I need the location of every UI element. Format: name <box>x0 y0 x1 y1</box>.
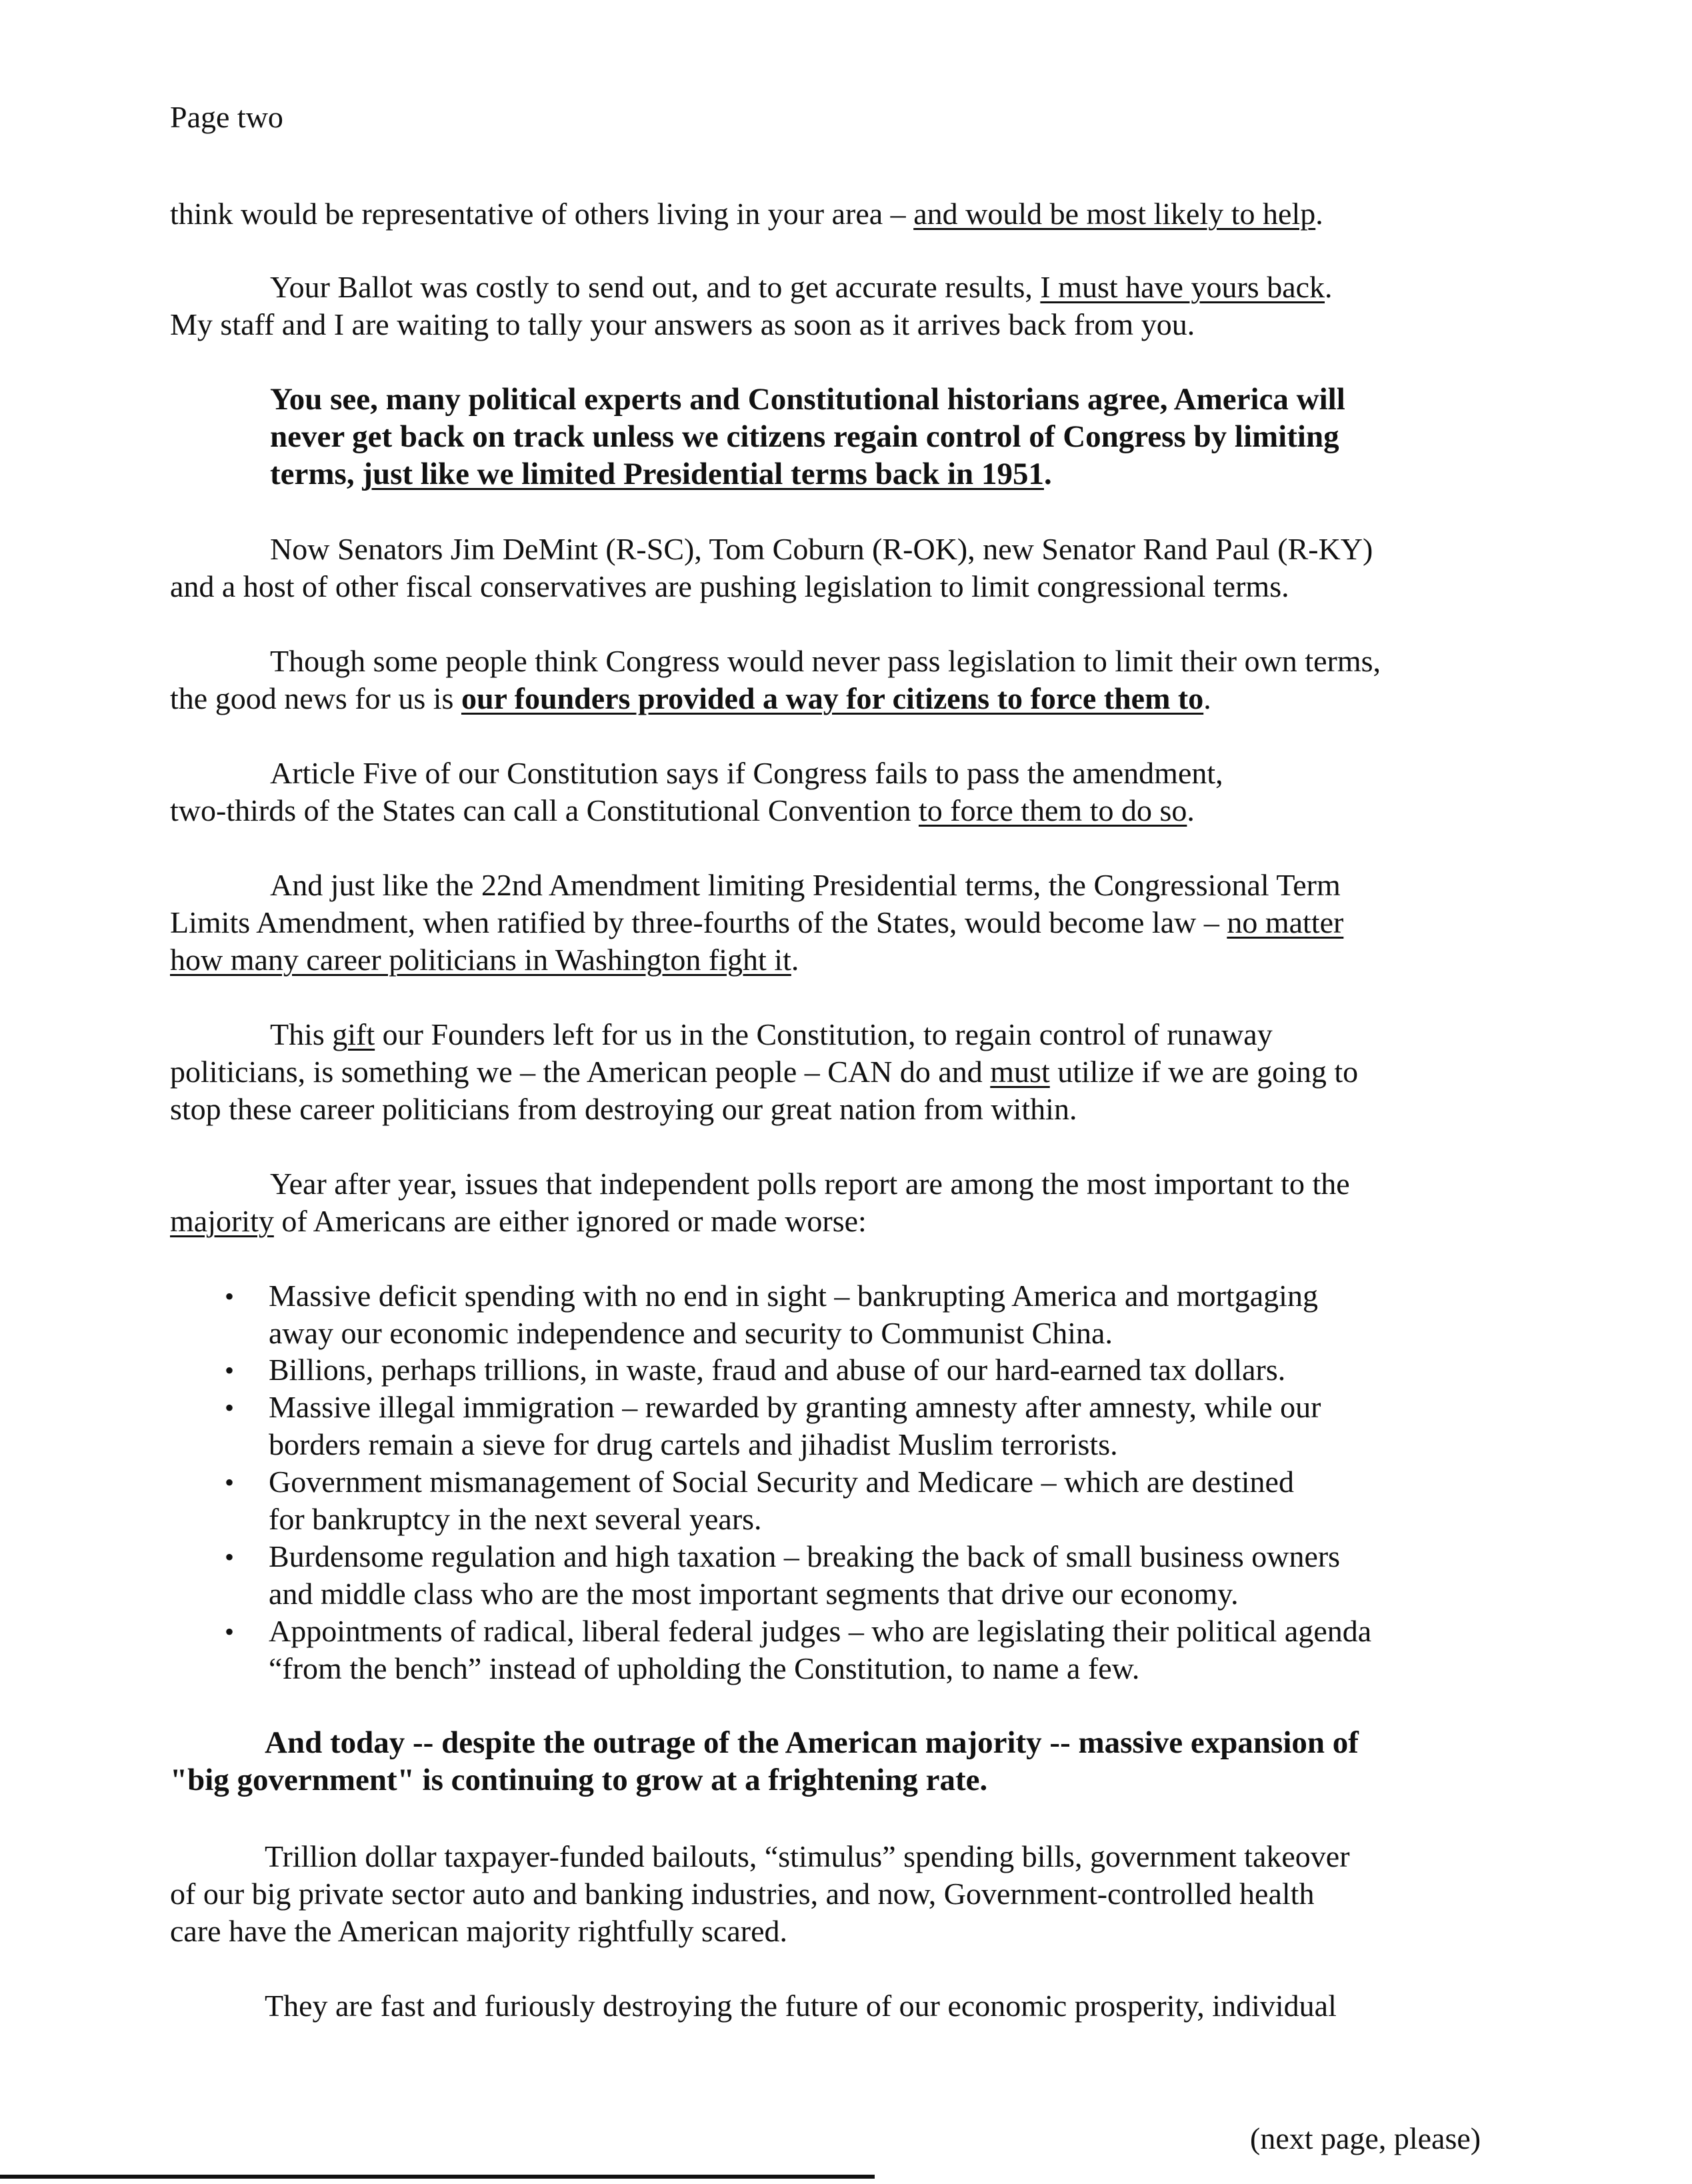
text-run: This <box>270 1017 333 1051</box>
bullet-glyph: • <box>225 1355 235 1385</box>
paragraph-line <box>170 792 1195 829</box>
paragraph-line: and a host of other fiscal conservatives are pushing legislation to limit congressional terms. <box>170 569 1289 603</box>
text-run: our Founders left for us in the Constitution, to regain control of runaway <box>375 1017 1273 1051</box>
underlined-text: gift <box>332 1017 375 1051</box>
paragraph-line <box>270 1016 1273 1053</box>
text-run: Your Ballot was costly to send out, and to get accurate results, <box>270 270 1041 304</box>
bullet-item-line: Massive illegal immigration – rewarded by granting amnesty after amnesty, while our <box>269 1390 1321 1424</box>
underlined-text: I must have yours back <box>1040 270 1325 304</box>
text-run: two-thirds of the States can call a Constitutional Convention <box>170 793 919 827</box>
bold-paragraph-line <box>270 455 1052 493</box>
text-run: of Americans are either ignored or made worse: <box>273 1204 867 1238</box>
paragraph-line: of our big private sector auto and banking industries, and now, Government-controlled health <box>170 1877 1315 1911</box>
bullet-item-line: and middle class who are the most important segments that drive our economy. <box>269 1577 1239 1611</box>
paragraph-line <box>170 195 1323 233</box>
paragraph-line: Now Senators Jim DeMint (R-SC), Tom Coburn (R-OK), new Senator Rand Paul (R-KY) <box>270 532 1373 566</box>
text-run: Limits Amendment, when ratified by three-fourths of the States, would become law – <box>170 905 1227 939</box>
text-run: the good news for us is <box>170 681 461 715</box>
bullet-item-line: “from the bench” instead of upholding the Constitution, to name a few. <box>269 1651 1140 1685</box>
bullet-glyph: • <box>225 1542 235 1572</box>
bullet-item-line: Massive deficit spending with no end in sight – bankrupting America and mortgaging <box>269 1279 1318 1313</box>
bullet-glyph: • <box>225 1617 235 1647</box>
page-header: Page two <box>170 100 283 134</box>
bullet-item-line: borders remain a sieve for drug cartels and jihadist Muslim terrorists. <box>269 1427 1118 1461</box>
bullet-item-line: for bankruptcy in the next several years. <box>269 1502 762 1536</box>
paragraph-line: stop these career politicians from destroying our great nation from within. <box>170 1092 1077 1126</box>
underlined-text: must <box>990 1055 1050 1089</box>
text-run: . <box>1187 793 1195 827</box>
paragraph-line <box>170 680 1211 717</box>
paragraph-line: And just like the 22nd Amendment limiting Presidential terms, the Congressional Term <box>270 868 1341 902</box>
paragraph-line: Year after year, issues that independent polls report are among the most important to the <box>270 1167 1350 1201</box>
text-run: . <box>1325 270 1333 304</box>
bullet-glyph: • <box>225 1281 235 1311</box>
text-run: . <box>1043 457 1052 491</box>
text-run: . <box>1315 197 1323 231</box>
bullet-item-line: Burdensome regulation and high taxation – breaking the back of small business owners <box>269 1539 1341 1573</box>
bullet-glyph: • <box>225 1393 235 1423</box>
bold-paragraph-line: And today -- despite the outrage of the American majority -- massive expansion of <box>265 1725 1359 1760</box>
paragraph-line <box>170 904 1343 941</box>
bold-paragraph-line: never get back on track unless we citizens regain control of Congress by limiting <box>270 419 1339 454</box>
text-run: . <box>1203 681 1211 715</box>
underlined-text: to force them to do so <box>918 793 1187 827</box>
bottom-rule <box>0 2175 875 2179</box>
underlined-text: and would be most likely to help <box>913 197 1316 231</box>
paragraph-line: My staff and I are waiting to tally your answers as soon as it arrives back from you. <box>170 307 1195 341</box>
bullet-item-line: away our economic independence and security to Communist China. <box>269 1316 1113 1350</box>
underlined-text: how many career politicians in Washington fight it <box>170 943 791 977</box>
text-run: think would be representative of others living in your area – <box>170 197 914 231</box>
paragraph-line: Article Five of our Constitution says if Congress fails to pass the amendment, <box>270 756 1223 790</box>
bullet-item-line: Government mismanagement of Social Security and Medicare – which are destined <box>269 1465 1294 1499</box>
paragraph-line: care have the American majority rightfully scared. <box>170 1914 787 1948</box>
bold-paragraph-line: "big government" is continuing to grow at a frightening rate. <box>170 1763 988 1797</box>
text-run: terms, <box>270 457 363 491</box>
underlined-text: just like we limited Presidential terms back in 1951 <box>362 457 1044 491</box>
paragraph-line: Trillion dollar taxpayer-funded bailouts, “stimulus” spending bills, government takeover <box>265 1839 1350 1873</box>
bullet-glyph: • <box>225 1467 235 1497</box>
text-run: politicians, is something we – the American people – CAN do and <box>170 1055 991 1089</box>
bold-paragraph-line: You see, many political experts and Constitutional historians agree, America will <box>270 382 1345 417</box>
paragraph-line: Though some people think Congress would never pass legislation to limit their own terms, <box>270 644 1381 678</box>
underlined-text: majority <box>170 1204 274 1238</box>
text-run: utilize if we are going to <box>1049 1055 1359 1089</box>
paragraph-line: They are fast and furiously destroying the future of our economic prosperity, individual <box>265 1989 1337 2023</box>
paragraph-line <box>170 1053 1358 1091</box>
paragraph-line <box>170 941 799 979</box>
bullet-item-line: Appointments of radical, liberal federal judges – who are legislating their political agenda <box>269 1614 1372 1648</box>
bullet-item-line: Billions, perhaps trillions, in waste, fraud and abuse of our hard-earned tax dollars. <box>269 1353 1286 1387</box>
paragraph-line <box>170 1203 867 1240</box>
text-run: . <box>791 943 799 977</box>
underlined-text: no matter <box>1227 905 1344 939</box>
bold-underlined-text: our founders provided a way for citizens to force them to <box>461 681 1204 715</box>
paragraph-line <box>270 269 1333 306</box>
continuation-note: (next page, please) <box>1250 2121 1481 2155</box>
